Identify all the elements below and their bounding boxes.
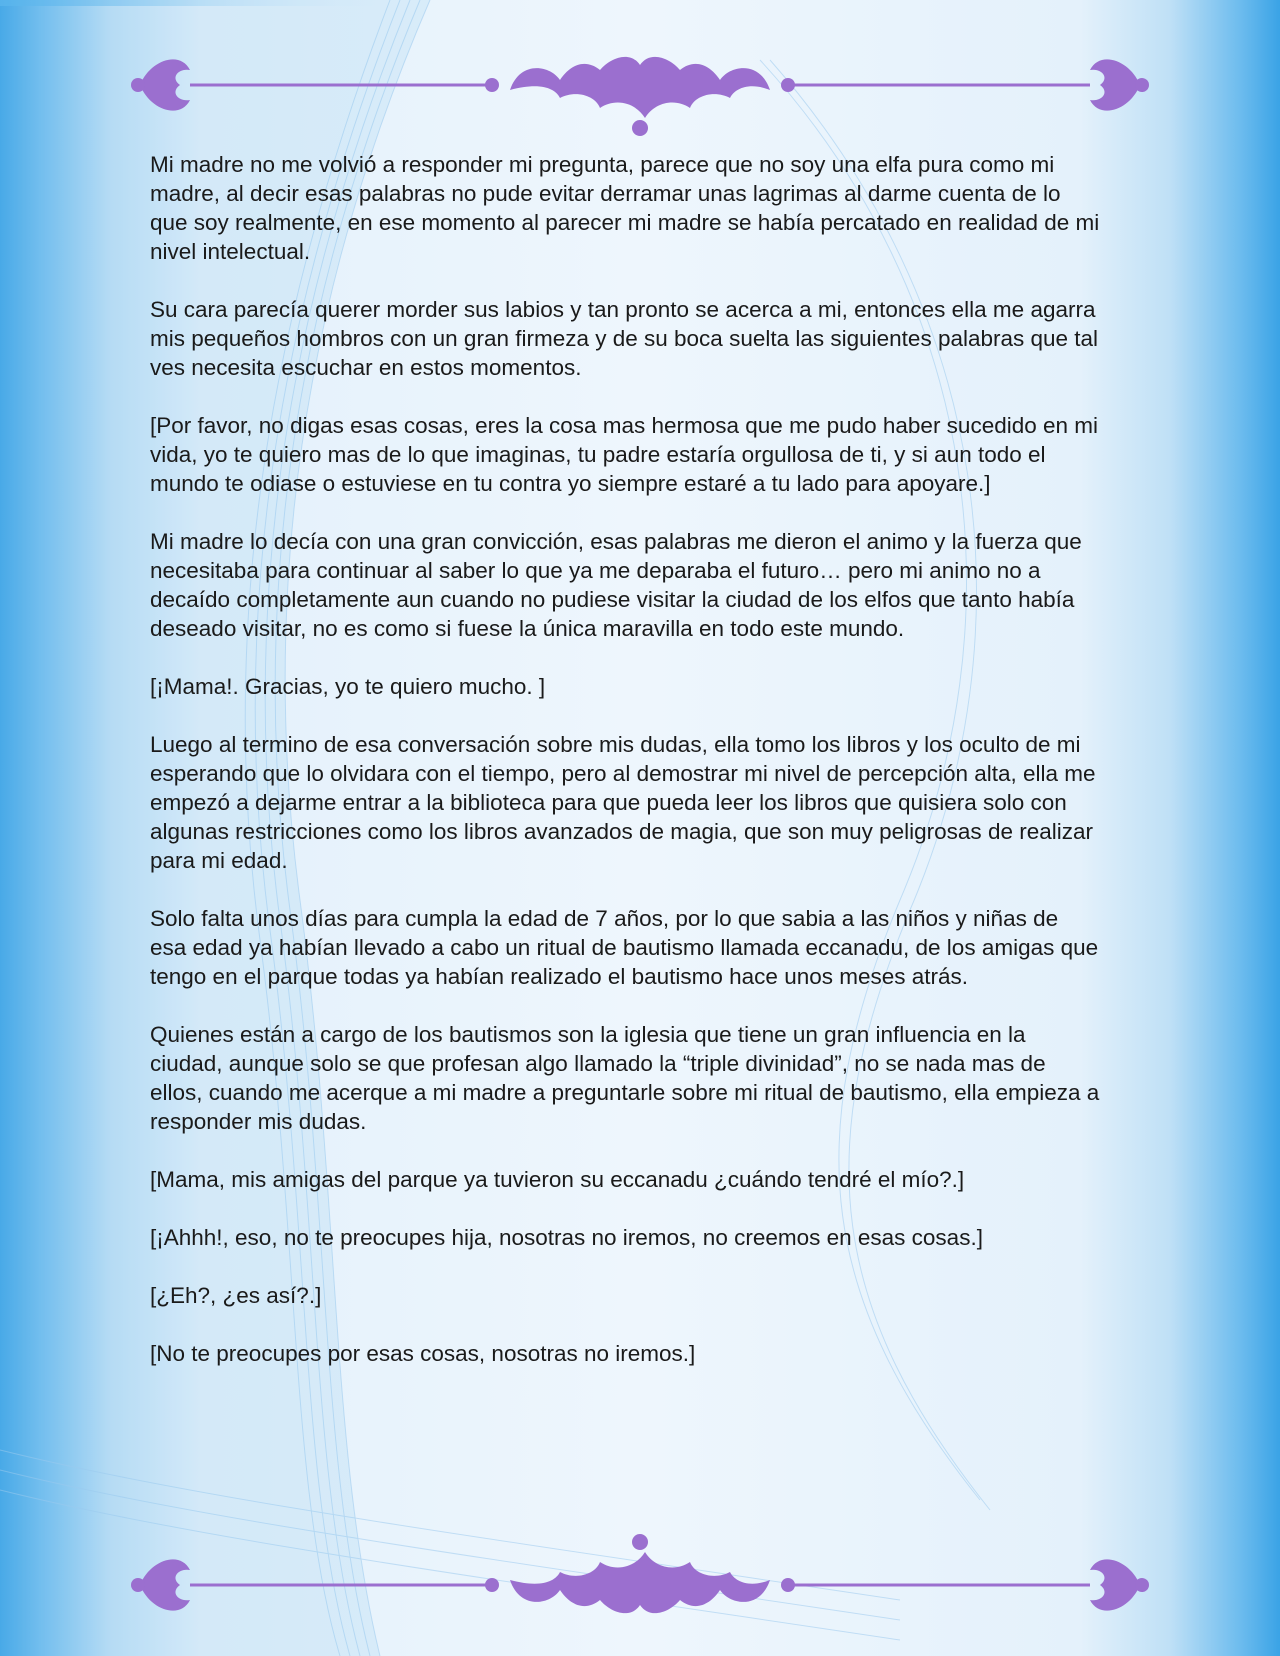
paragraph: [¡Mama!. Gracias, yo te quiero mucho. ] [150, 674, 546, 699]
bottom-ornament-divider [130, 1530, 1150, 1630]
paragraph: [¿Eh?, ¿es así?.] [150, 1283, 322, 1308]
paragraph: Solo falta unos días para cumpla la edad de 7 años, por lo que sabia a las niños y niñas de esa edad ya habían llevado a cabo un ritual de bautismo llamada eccanadu, de los amigas que tengo en el parque todas ya habían realizado el bautismo hace unos meses atrás. [150, 906, 1099, 989]
paragraph: [Mama, mis amigas del parque ya tuvieron su eccanadu ¿cuándo tendré el mío?.] [150, 1167, 965, 1192]
paragraph: Luego al termino de esa conversación sobre mis dudas, ella tomo los libros y los oculto de mi esperando que lo olvidara con el tiempo, pero al demostrar mi nivel de percepción alta, ella me empezó a dejarme entrar a la biblioteca para que pueda leer los libros que quisiera solo con algunas restricciones como los libros avanzados de magia, que son muy peligrosas de realizar para mi edad. [150, 732, 1096, 873]
paragraph: [No te preocupes por esas cosas, nosotras no iremos.] [150, 1341, 696, 1366]
paragraph: Su cara parecía querer morder sus labios y tan pronto se acerca a mi, entonces ella me agarra mis pequeños hombros con un gran firmeza y de su boca suelta las siguientes palabras que tal ves necesita escuchar en estos momentos. [150, 297, 1099, 380]
paragraph: Mi madre no me volvió a responder mi pregunta, parece que no soy una elfa pura como mi madre, al decir esas palabras no pude evitar derramar unas lagrimas al darme cuenta de lo que soy realmente, en ese momento al parecer mi madre se había percatado en realidad de mi nivel intelectual. [150, 152, 1100, 264]
paragraph: Mi madre lo decía con una gran convicción, esas palabras me dieron el animo y la fuerza que necesitaba para continuar al saber lo que ya me deparaba el futuro… pero mi animo no a decaído completamente aun cuando no pudiese visitar la ciudad de los elfos que tanto había deseado visitar, no es como si fuese la única maravilla en todo este mundo. [150, 529, 1082, 641]
paragraph: [Por favor, no digas esas cosas, eres la cosa mas hermosa que me pudo haber sucedido en mi vida, yo te quiero mas de lo que imaginas, tu padre estaría orgullosa de ti, y si aun todo el mundo te odiase o estuviese en tu contra yo siempre estaré a tu lado para apoyare.] [150, 413, 1099, 496]
paragraph: [¡Ahhh!, eso, no te preocupes hija, nosotras no iremos, no creemos en esas cosas.] [150, 1225, 983, 1250]
top-ornament-divider [130, 40, 1150, 140]
document-body [150, 150, 1100, 1397]
paragraph: Quienes están a cargo de los bautismos son la iglesia que tiene un gran influencia en la ciudad, aunque solo se que profesan algo llamado la “triple divinidad”, no se nada mas de ellos, cuando me acerque a mi madre a preguntarle sobre mi ritual de bautismo, ella empieza a responder mis dudas. [150, 1022, 1100, 1134]
